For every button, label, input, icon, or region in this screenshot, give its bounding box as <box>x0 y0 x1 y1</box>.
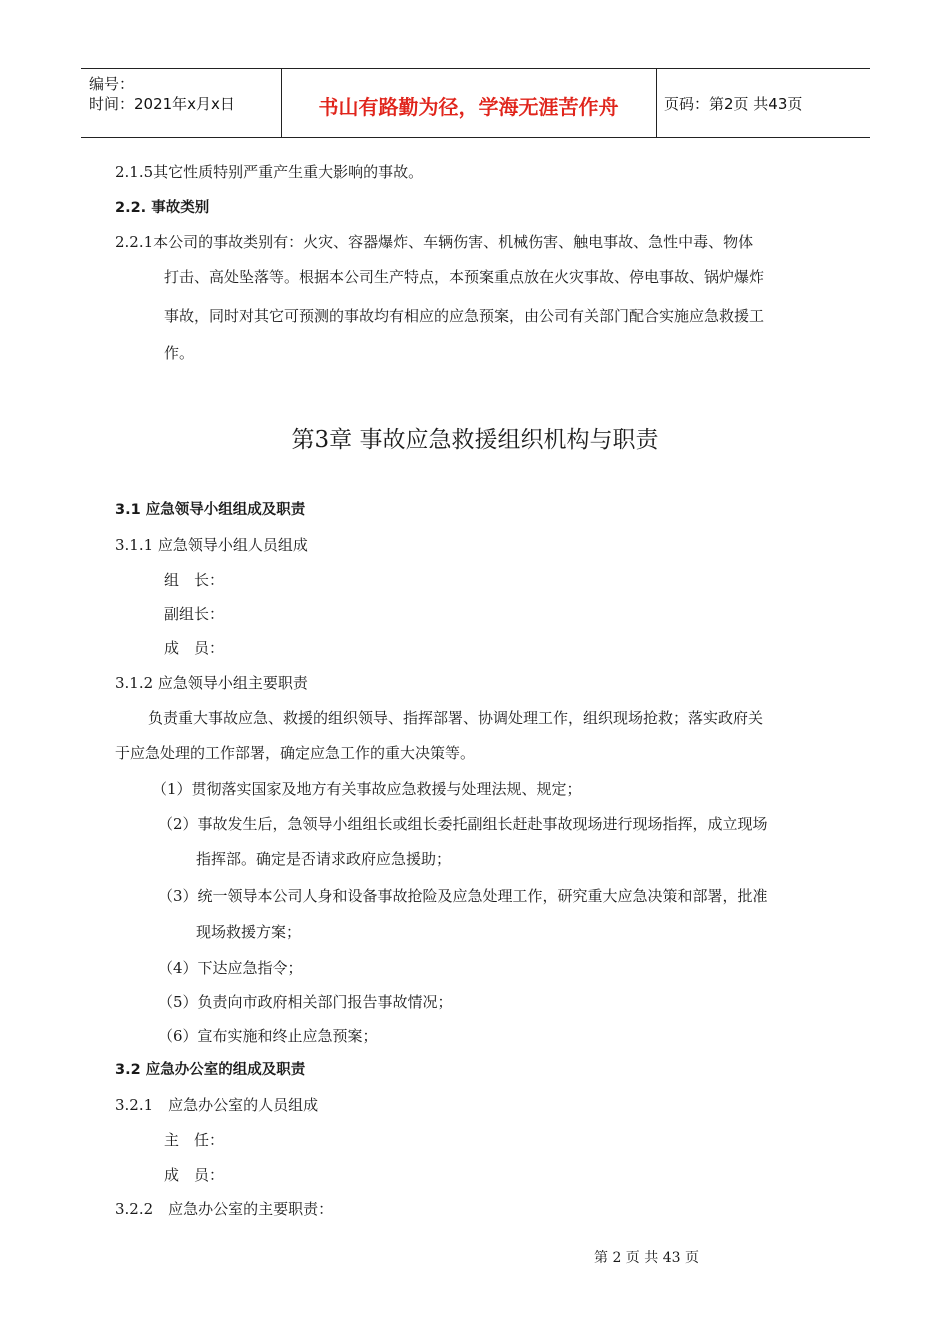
section-heading: 3.2 应急办公室的组成及职责 <box>115 1062 306 1078</box>
paragraph-line: 事故，同时对其它可预测的事故均有相应的应急预案，由公司有关部门配合实施应急救援工 <box>164 307 765 325</box>
paragraph-line: 2.2.1本公司的事故类别有：火灾、容器爆炸、车辆伤害、机械伤害、触电事故、急性中毒、物体 <box>115 233 754 251</box>
paragraph-line: 打击、高处坠落等。根据本公司生产特点，本预案重点放在火灾事故、停电事故、锅炉爆炸 <box>164 268 765 286</box>
chapter-title: 第3章 事故应急救援组织机构与职责 <box>291 427 659 453</box>
list-item: （1）贯彻落实国家及地方有关事故应急救援与处理法规、规定； <box>152 780 582 798</box>
role-line: 副组长： <box>164 605 225 623</box>
section-heading: 2.2. 事故类别 <box>115 200 210 216</box>
subsection-heading: 3.1.1 应急领导小组人员组成 <box>115 536 308 554</box>
document-date-label: 时间：2021年x月x日 <box>89 95 235 113</box>
role-line: 成 员： <box>164 639 225 657</box>
document-number-label: 编号： <box>89 75 135 93</box>
list-item: （6）宣布实施和终止应急预案； <box>158 1027 378 1045</box>
paragraph-line: 2.1.5其它性质特别严重产生重大影响的事故。 <box>115 163 424 181</box>
list-item-continuation: 现场救援方案； <box>196 923 302 941</box>
subsection-heading: 3.2.2 应急办公室的主要职责： <box>115 1200 334 1218</box>
header-motto-cell <box>281 69 657 137</box>
role-line: 组 长： <box>164 571 225 589</box>
section-heading: 3.1 应急领导小组组成及职责 <box>115 502 306 518</box>
role-line: 主 任： <box>164 1131 225 1149</box>
role-line: 成 员： <box>164 1166 225 1184</box>
paragraph-line: 作。 <box>164 344 195 362</box>
header-left-cell <box>81 69 282 137</box>
list-item: （4）下达应急指令； <box>158 959 303 977</box>
header-table <box>81 68 870 138</box>
subsection-heading: 3.2.1 应急办公室的人员组成 <box>115 1096 319 1114</box>
header-page-cell <box>656 69 870 137</box>
header-page-number: 页码：第2页 共43页 <box>664 95 803 113</box>
paragraph-line: 负责重大事故应急、救援的组织领导、指挥部署、协调处理工作，组织现场抢救；落实政府关 <box>148 709 764 727</box>
subsection-heading: 3.1.2 应急领导小组主要职责 <box>115 674 308 692</box>
list-item: （3）统一领导本公司人身和设备事故抢险及应急处理工作，研究重大应急决策和部署，批准 <box>158 887 768 905</box>
list-item: （5）负责向市政府相关部门报告事故情况； <box>158 993 453 1011</box>
footer-page-number: 第 2 页 共 43 页 <box>594 1250 699 1266</box>
header-motto: 书山有路勤为径，学海无涯苦作舟 <box>318 95 619 119</box>
paragraph-line: 于应急处理的工作部署，确定应急工作的重大决策等。 <box>115 744 476 762</box>
list-item-continuation: 指挥部。确定是否请求政府应急援助； <box>196 850 452 868</box>
list-item: （2）事故发生后，急领导小组组长或组长委托副组长赶赴事故现场进行现场指挥，成立现场 <box>158 815 768 833</box>
